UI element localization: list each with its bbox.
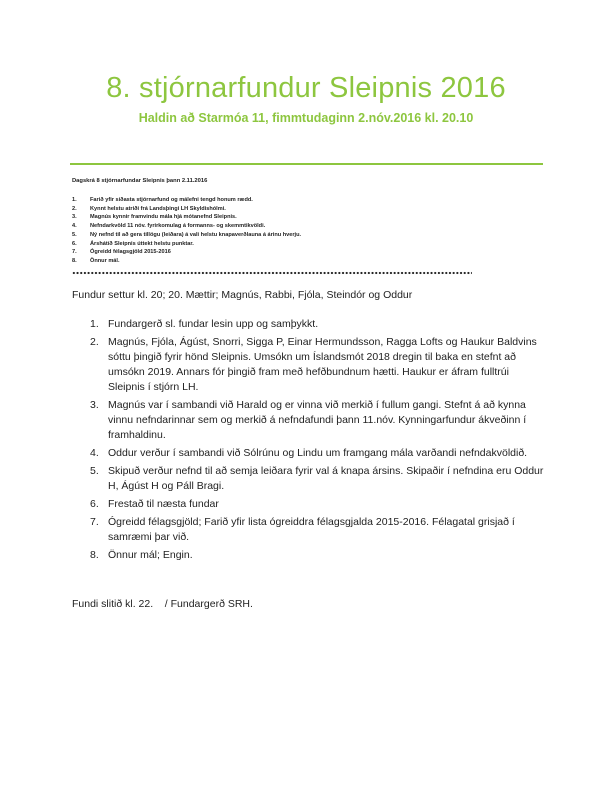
- title-divider: [70, 163, 543, 165]
- minutes-list: [90, 317, 545, 566]
- minutes-item: [90, 335, 545, 395]
- minutes-item: [90, 548, 545, 563]
- minutes-item-text: Ógreidd félagsgjöld; Farið yfir lista ógreiddra félagsgjalda 2015-2016. Félagatal grisjað í samræmi þar við.: [108, 516, 515, 543]
- minutes-item-text: Önnur mál; Engin.: [108, 549, 193, 561]
- minutes-item: [90, 515, 545, 545]
- minutes-item: [90, 464, 545, 494]
- minutes-item-text: Fundargerð sl. fundar lesin upp og samþykkt.: [108, 318, 319, 330]
- agenda-item-text: Magnús kynnir framvindu mála hjá mótanefnd Sleipnis.: [90, 214, 237, 221]
- document-subtitle: Haldin að Starmóa 11, fimmtudaginn 2.nóv.2016 kl. 20.10: [138, 111, 474, 125]
- agenda-item-number: 2.: [72, 205, 77, 212]
- minutes-item-number: 8.: [90, 549, 99, 561]
- minutes-item-number: 3.: [90, 399, 99, 411]
- agenda-list: [72, 196, 301, 266]
- agenda-item-number: 4.: [72, 223, 77, 230]
- agenda-item-number: 1.: [72, 197, 77, 203]
- agenda-item-text: Ný nefnd til að gera tillögu (leiðara) á vali helstu knapaverðlauna á árinu hverju.: [90, 231, 302, 238]
- minutes-item-text: Frestað til næsta fundar: [108, 498, 219, 510]
- agenda-item-number: 5.: [72, 231, 77, 238]
- closing-line: Fundi slitið kl. 22. / Fundargerð SRH.: [72, 598, 253, 610]
- agenda-item-text: Önnur mál.: [90, 257, 120, 264]
- agenda-item: [72, 196, 301, 205]
- agenda-item-text: Árshátíð Sleipnis úttekt helstu punktar.: [90, 240, 194, 247]
- agenda-item-text: Nefndarkvöld 11 nóv. fyrirkomulag á formanns- og skemmtikvöldi.: [90, 223, 266, 230]
- minutes-item: [90, 497, 545, 512]
- document-title: 8. stjórnarfundur Sleipnis 2016: [106, 72, 506, 104]
- agenda-item-text: Ógreidd félagsgjöld 2015-2016: [90, 249, 171, 256]
- agenda-item: [72, 240, 301, 249]
- agenda-item: [72, 213, 301, 222]
- agenda-item: [72, 257, 301, 266]
- minutes-item-number: 1.: [90, 318, 99, 330]
- agenda-item-number: 6.: [72, 240, 77, 247]
- agenda-item-text: Kynnt helstu atriði frá Landsþingi LH Skyldishólmi.: [90, 205, 226, 212]
- minutes-item-number: 2.: [90, 336, 99, 348]
- minutes-item-number: 4.: [90, 447, 99, 459]
- minutes-item-text: Oddur verður í sambandi við Sólrúnu og Lindu um framgang mála varðandi nefndakvöldið.: [108, 447, 528, 459]
- agenda-item-number: 7.: [72, 249, 77, 256]
- agenda-item-text: Farið yfir síðasta stjórnarfund og málefni tengd honum rædd.: [90, 197, 253, 203]
- agenda-item-number: 8.: [72, 257, 77, 264]
- agenda-item: [72, 205, 301, 214]
- minutes-item-text: Magnús var í sambandi við Harald og er vinna við merkið í fullum gangi. Stefnt á að kynna vinnu nefndarinnar sem og merkið á nefndafundi þann 11.nóv. Kynningarfundur ákveðinn í framhaldinu.: [108, 399, 527, 441]
- agenda-item-number: 3.: [72, 214, 77, 221]
- minutes-item: [90, 398, 545, 443]
- minutes-item-number: 7.: [90, 516, 99, 528]
- minutes-item-text: Magnús, Fjóla, Ágúst, Snorri, Sigga P, Einar Hermundsson, Ragga Lofts og Haukur Baldvins sóttu þingið fyrir hönd Sleipnis. Umsókn um Íslandsmót 2018 dregin til baka en stefnt að umsókn 2019. Annars fór þingið fram með hefðbundnum hætti. Haukur er áfram fulltrúi Sleipnis í stjórn LH.: [108, 336, 537, 393]
- minutes-item: [90, 446, 545, 461]
- asterisk-separator: [72, 271, 472, 275]
- agenda-item: [72, 231, 301, 240]
- agenda-item: [72, 248, 301, 257]
- agenda-item: [72, 222, 301, 231]
- minutes-item-number: 6.: [90, 498, 99, 510]
- minutes-item-number: 5.: [90, 465, 99, 477]
- minutes-item: [90, 317, 545, 332]
- agenda-heading: Dagskrá 8 stjórnarfundar Sleipnis þann 2.11.2016: [72, 178, 208, 184]
- attendance-line: Fundur settur kl. 20; 20. Mættir; Magnús, Rabbi, Fjóla, Steindór og Oddur: [72, 289, 413, 301]
- minutes-item-text: Skipuð verður nefnd til að semja leiðara fyrir val á knapa ársins. Skipaðir í nefndina eru Oddur H, Ágúst H og Páll Bragi.: [108, 465, 544, 492]
